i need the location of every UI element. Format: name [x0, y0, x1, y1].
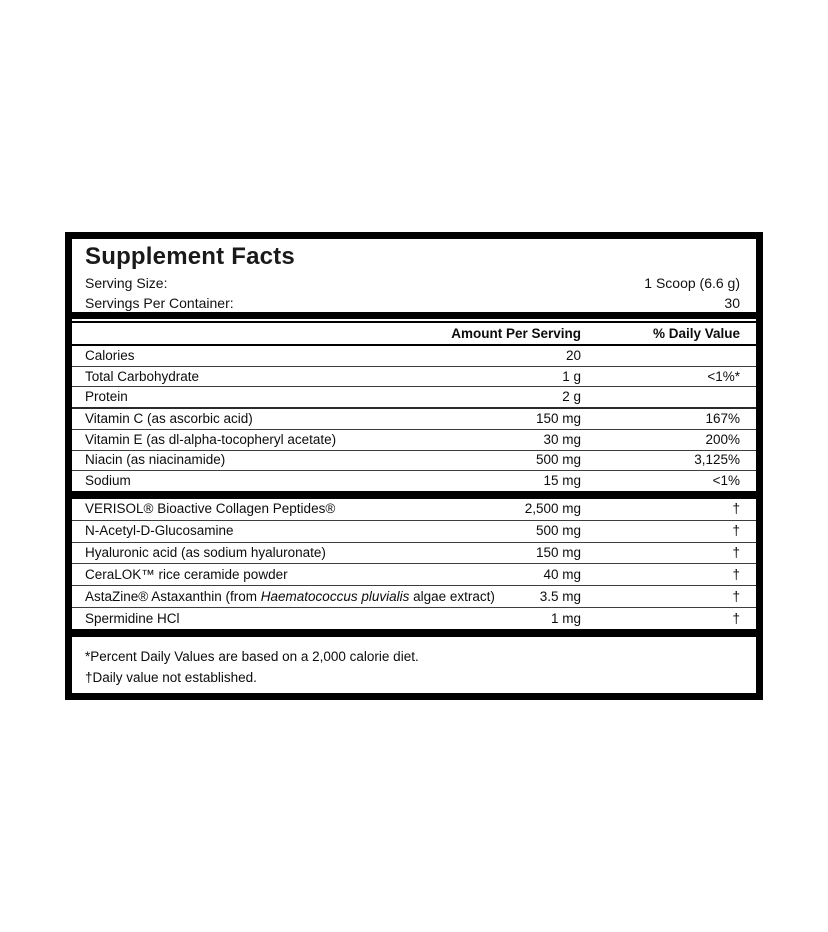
nutrient-dv: 200%: [705, 431, 740, 447]
facts-header: [72, 239, 756, 312]
column-header-row: [72, 323, 756, 344]
nutrient-name: Calories: [85, 347, 135, 363]
table-row-hyaluronic-acid: [72, 543, 756, 565]
nutrient-name: Total Carbohydrate: [85, 368, 200, 384]
nutrient-dv: <1%*: [707, 368, 740, 384]
ingredient-name: VERISOL® Bioactive Collagen Peptides®: [85, 501, 336, 517]
table-row-astazine: [72, 586, 756, 608]
ingredient-amount: 1 mg: [550, 610, 581, 626]
facts-title: Supplement Facts: [85, 243, 295, 270]
ingredient-amount: 150 mg: [535, 545, 581, 561]
servings-per-container-value: 30: [724, 295, 740, 311]
nutrient-amount: 30 mg: [543, 431, 581, 447]
table-row-protein: [72, 387, 756, 409]
ingredient-amount: 3.5 mg: [539, 588, 581, 604]
ingredient-name-prefix: AstaZine® Astaxanthin (from: [85, 588, 261, 604]
ingredient-name-suffix: algae extract): [409, 588, 495, 604]
ingredient-amount: 40 mg: [543, 566, 581, 582]
serving-size-value: 1 Scoop (6.6 g): [644, 275, 740, 291]
daily-value-column-header: % Daily Value: [652, 325, 740, 341]
table-row-vitamin-c: [72, 409, 756, 430]
footnote-dagger: †Daily value not established.: [85, 670, 257, 685]
ingredient-name: CeraLOK™ rice ceramide powder: [85, 566, 288, 582]
footnotes-block: [72, 637, 756, 693]
ingredient-dv: †: [732, 501, 740, 517]
nutrient-amount: 2 g: [562, 389, 581, 405]
table-row-n-acetyl-d-glucosamine: [72, 521, 756, 543]
servings-per-container-label: Servings Per Container:: [85, 295, 234, 311]
thick-divider-bottom: [72, 629, 756, 637]
table-row-spermidine: [72, 608, 756, 629]
table-row-niacin: [72, 451, 756, 472]
ingredient-dv: †: [732, 588, 740, 604]
nutrient-amount: 1 g: [562, 368, 581, 384]
ingredient-name: Spermidine HCl: [85, 610, 180, 626]
nutrient-amount: 20: [565, 347, 581, 363]
ingredient-dv: †: [732, 523, 740, 539]
serving-size-row: [85, 273, 740, 293]
nutrient-name: Niacin (as niacinamide): [85, 452, 226, 468]
ingredient-dv: †: [732, 545, 740, 561]
table-row-calories: [72, 346, 756, 367]
thick-divider-top: [72, 312, 756, 319]
ingredient-name: [85, 589, 495, 605]
table-row-vitamin-e: [72, 430, 756, 451]
nutrients-section: [72, 346, 756, 491]
nutrient-name: Vitamin E (as dl-alpha-tocopheryl acetate): [85, 431, 337, 447]
thick-divider-middle: [72, 491, 756, 499]
nutrient-amount: 500 mg: [535, 452, 581, 468]
table-row-verisol: [72, 499, 756, 521]
nutrient-dv: <1%: [712, 473, 740, 489]
nutrient-dv: 3,125%: [694, 452, 740, 468]
ingredient-dv: †: [732, 610, 740, 626]
ingredient-amount: 2,500 mg: [524, 501, 581, 517]
table-row-total-carbohydrate: [72, 367, 756, 388]
serving-size-label: Serving Size:: [85, 275, 168, 291]
ingredient-dv: †: [732, 566, 740, 582]
nutrient-dv: 167%: [705, 411, 740, 427]
footnote-daily-values: *Percent Daily Values are based on a 2,000 calorie diet.: [85, 649, 419, 664]
nutrient-amount: 15 mg: [543, 473, 581, 489]
amount-column-header: Amount Per Serving: [451, 325, 581, 341]
servings-per-container-row: [85, 293, 740, 313]
supplement-facts-panel: [65, 232, 763, 700]
ingredient-name-species: Haematococcus pluvialis: [260, 588, 410, 604]
ingredient-amount: 500 mg: [535, 523, 581, 539]
proprietary-ingredients-section: [72, 499, 756, 629]
nutrient-name: Protein: [85, 389, 128, 405]
nutrient-name: Sodium: [85, 473, 131, 489]
ingredient-name: Hyaluronic acid (as sodium hyaluronate): [85, 545, 326, 561]
nutrient-name: Vitamin C (as ascorbic acid): [85, 411, 253, 427]
ingredient-name: N-Acetyl-D-Glucosamine: [85, 523, 234, 539]
nutrient-amount: 150 mg: [535, 411, 581, 427]
table-row-sodium: [72, 471, 756, 491]
table-row-ceralok: [72, 564, 756, 586]
